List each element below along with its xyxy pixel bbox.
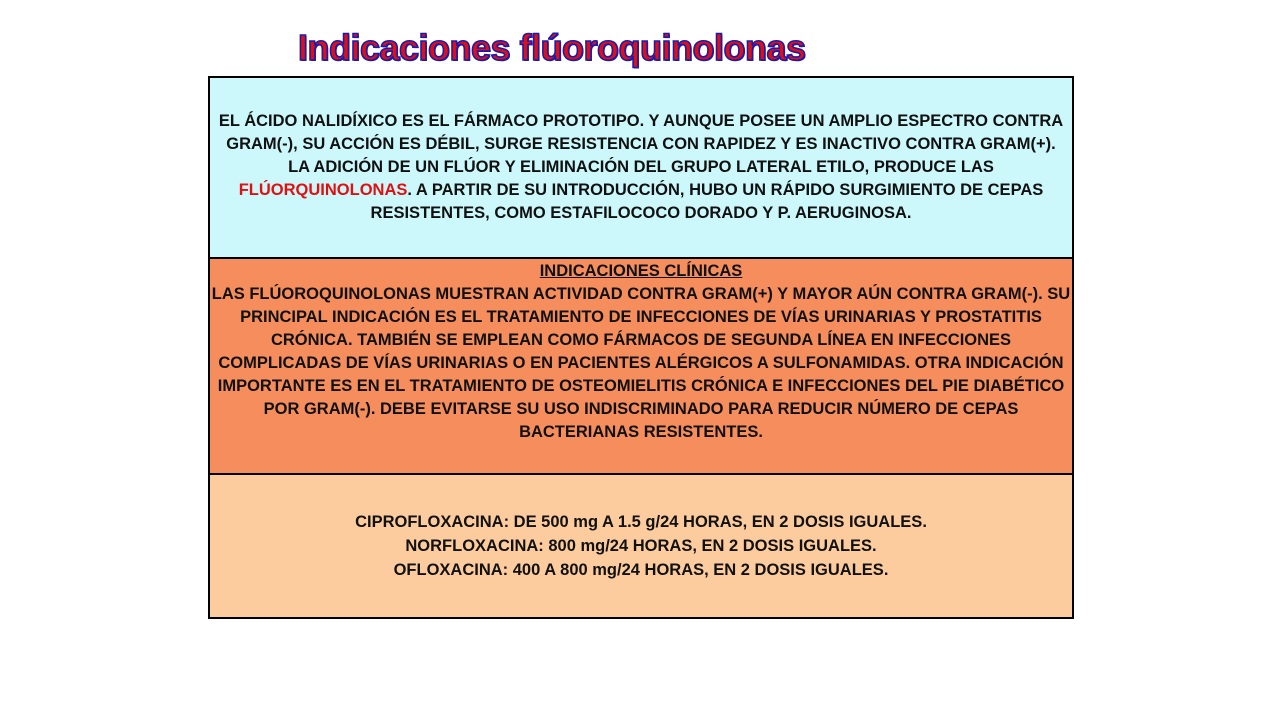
intro-paragraph-2 [218, 156, 1064, 225]
intro-paragraph-1: EL ÁCIDO NALIDÍXICO ES EL FÁRMACO PROTOTIPO. Y AUNQUE POSEE UN AMPLIO ESPECTRO CONTRA GRAM(-), SU ACCIÓN ES DÉBIL, SURGE RESISTENCIA CON RAPIDEZ Y ES INACTIVO CONTRA GRAM(+). [218, 112, 1064, 153]
slide-title: Indicaciones flúoroquinolonas [298, 27, 806, 68]
fluoroquinolonas-highlight: FLÚORQUINOLONAS [238, 181, 408, 199]
content-table [208, 76, 1074, 619]
intro-paragraph-2-end: . A PARTIR DE SU INTRODUCCIÓN, HUBO UN RÁPIDO SURGIMIENTO DE CEPAS RESISTENTES, COMO ESTAFILOCOCO DORADO Y P. AERUGINOSA. [370, 181, 1044, 222]
dosage-norfloxacina: NORFLOXACINA: 800 mg/24 HORAS, EN 2 DOSIS IGUALES. [405, 537, 877, 555]
intro-panel [210, 78, 1072, 257]
intro-paragraph-2-start: LA ADICIÓN DE UN FLÚOR Y ELIMINACIÓN DEL GRUPO LATERAL ETILO, PRODUCE LAS [288, 158, 994, 176]
clinical-indications-heading: INDICACIONES CLÍNICAS [539, 262, 743, 280]
dosage-ofloxacina: OFLOXACINA: 400 A 800 mg/24 HORAS, EN 2 DOSIS IGUALES. [393, 561, 889, 579]
clinical-indications-body: LAS FLÚOROQUINOLONAS MUESTRAN ACTIVIDAD CONTRA GRAM(+) Y MAYOR AÚN CONTRA GRAM(-). SU PRINCIPAL INDICACIÓN ES EL TRATAMIENTO DE INFECCIONES DE VÍAS URINARIAS Y PROSTATITIS CRÓNICA. TAMBIÉN SE EMPLEAN COMO FÁRMACOS DE SEGUNDA LÍNEA EN INFECCIONES COMPLICADAS DE VÍAS URINARIAS O EN PACIENTES ALÉRGICOS A SULFONAMIDAS. OTRA INDICACIÓN IMPORTANTE ES EN EL TRATAMIENTO DE OSTEOMIELITIS CRÓNICA E INFECCIONES DEL PIE DIABÉTICO POR GRAM(-). DEBE EVITARSE SU USO INDISCRIMINADO PARA REDUCIR NÚMERO DE CEPAS BACTERIANAS RESISTENTES. [211, 285, 1071, 441]
dosage-ciprofloxacina: CIPROFLOXACINA: DE 500 mg A 1.5 g/24 HORAS, EN 2 DOSIS IGUALES. [355, 513, 927, 531]
dosage-panel [210, 475, 1072, 617]
clinical-indications-panel [210, 259, 1072, 473]
